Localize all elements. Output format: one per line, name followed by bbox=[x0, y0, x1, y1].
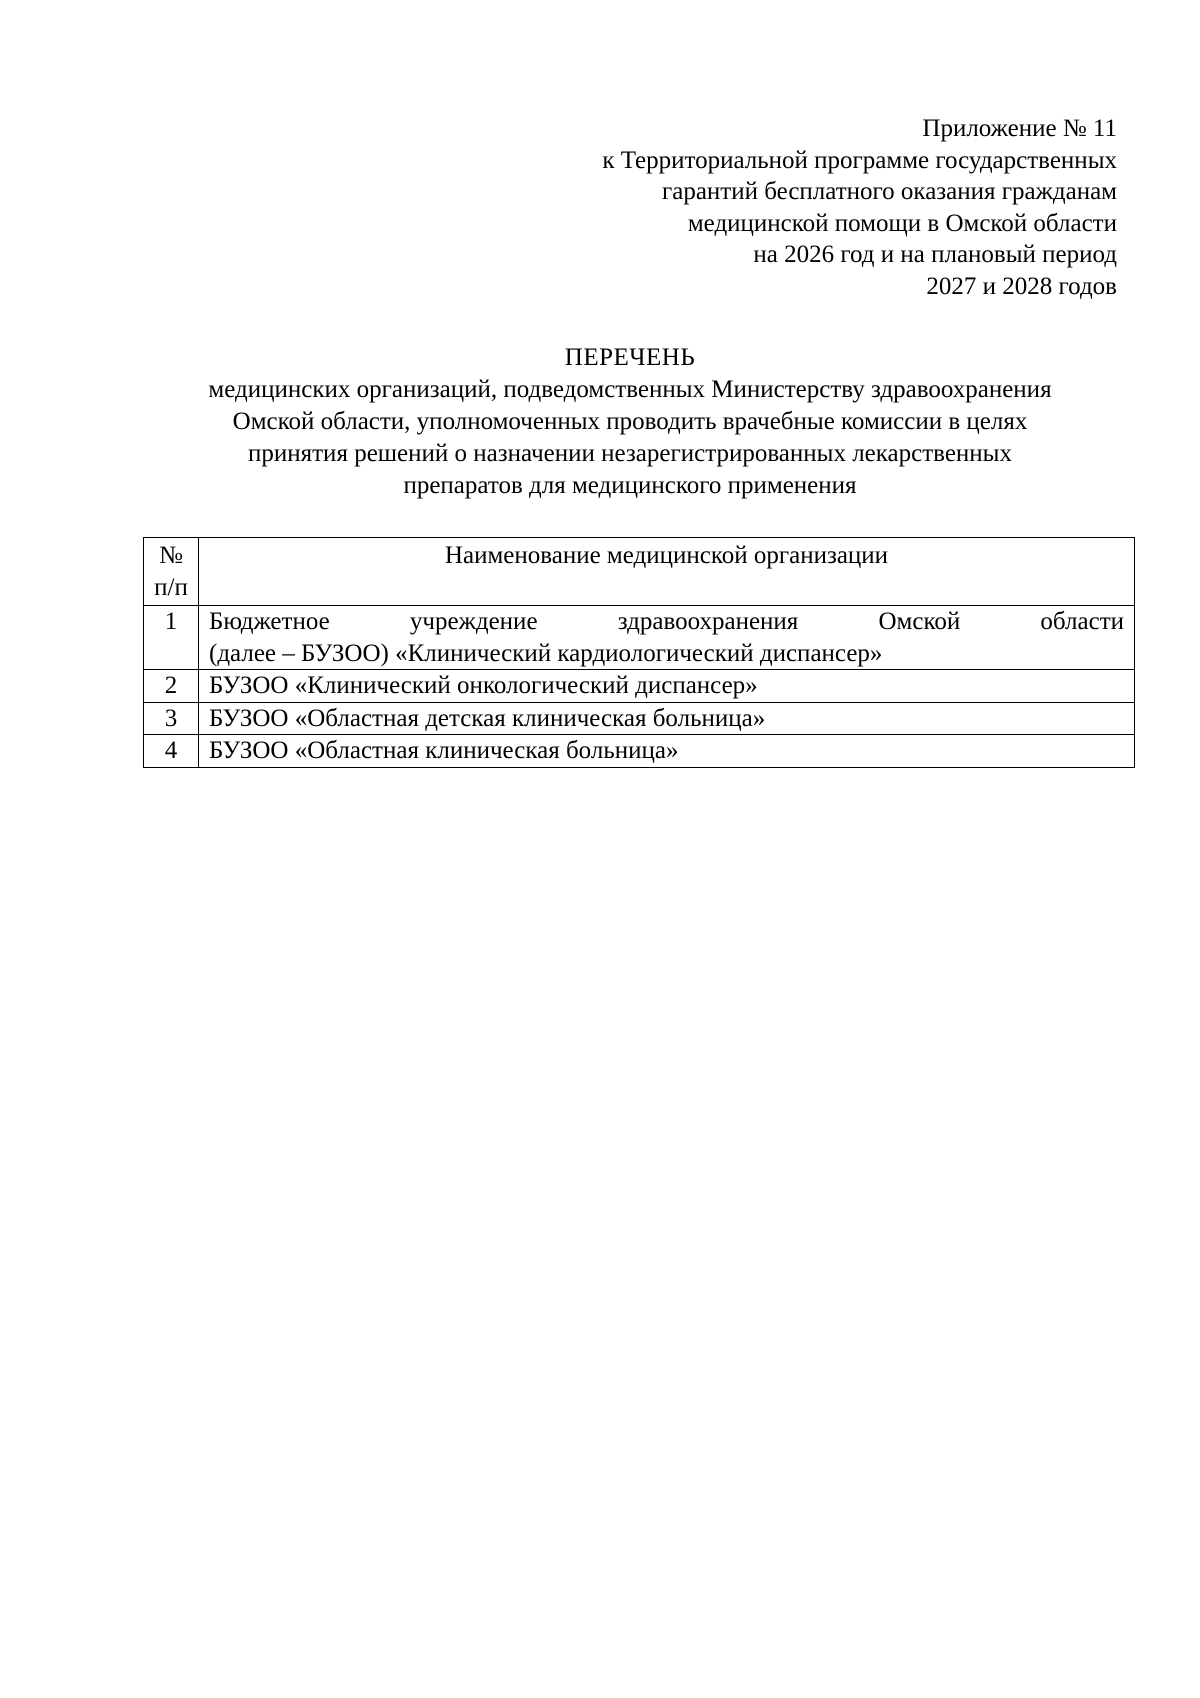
organization-name-line: Бюджетное учреждение здравоохранения Омской области bbox=[209, 608, 1124, 635]
appendix-line: к Территориальной программе государственных bbox=[602, 146, 1117, 174]
table-row bbox=[144, 606, 1135, 670]
appendix-line: на 2026 год и на плановый период bbox=[753, 241, 1117, 268]
heading-line: медицинских организаций, подведомственных Министерству здравоохранения bbox=[208, 376, 1052, 403]
row-number: 3 bbox=[144, 702, 199, 735]
organizations-table bbox=[143, 537, 1135, 768]
row-number: 2 bbox=[144, 670, 199, 703]
appendix-line: 2027 и 2028 годов bbox=[926, 272, 1117, 300]
row-organization-name bbox=[199, 606, 1135, 670]
appendix-reference bbox=[477, 113, 1117, 302]
table-header-row bbox=[144, 538, 1135, 606]
header-organization-name: Наименование медицинской организации bbox=[199, 538, 1135, 606]
row-organization-name: БУЗОО «Областная детская клиническая больница» bbox=[199, 702, 1135, 735]
header-number-symbol: № bbox=[159, 542, 183, 569]
heading-line: препаратов для медицинского применения bbox=[403, 472, 857, 499]
row-number: 4 bbox=[144, 735, 199, 768]
document-title: ПЕРЕЧЕНЬ bbox=[564, 344, 696, 371]
table-row bbox=[144, 735, 1135, 768]
heading-line: Омской области, уполномоченных проводить врачебные комиссии в целях bbox=[232, 408, 1028, 435]
table-row bbox=[144, 670, 1135, 703]
appendix-line: гарантий бесплатного оказания гражданам bbox=[661, 178, 1117, 205]
appendix-line: медицинской помощи в Омской области bbox=[687, 209, 1117, 237]
header-number bbox=[144, 538, 199, 606]
header-number-abbrev: п/п bbox=[154, 573, 188, 601]
appendix-line: Приложение № 11 bbox=[922, 115, 1117, 142]
table-row bbox=[144, 702, 1135, 735]
row-organization-name: БУЗОО «Клинический онкологический диспансер» bbox=[199, 670, 1135, 703]
organization-name-line: (далее – БУЗОО) «Клинический кардиологический диспансер» bbox=[209, 639, 883, 667]
heading-line: принятия решений о назначении незарегистрированных лекарственных bbox=[248, 440, 1012, 467]
document-heading bbox=[140, 342, 1120, 502]
row-organization-name: БУЗОО «Областная клиническая больница» bbox=[199, 735, 1135, 768]
row-number: 1 bbox=[144, 606, 199, 670]
